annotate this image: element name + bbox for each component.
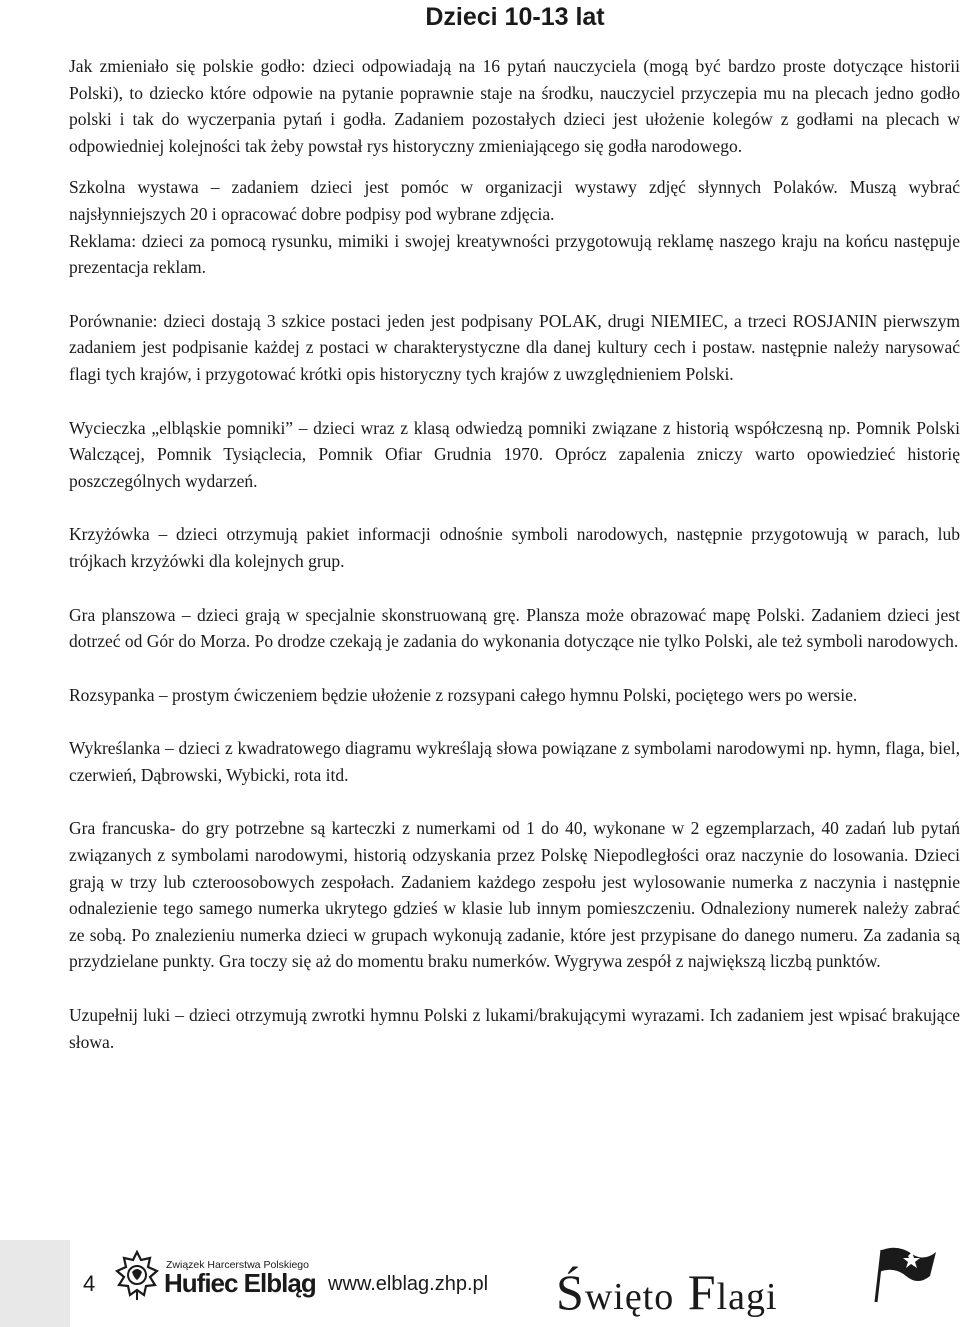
paragraph-rozsypanka: Rozsypanka – prostym ćwiczeniem będzie ułożenie z rozsypani całego hymnu Polski, pociętego wers po wersie. bbox=[69, 684, 858, 705]
paragraph-porownanie: Porównanie: dzieci dostają 3 szkice postaci jeden jest podpisany POLAK, drugi NIEMIEC, a trzeci ROSJANIN pierwszym zadaniem jest podpisanie każdej z postaci w charakterystyczne dla danej kultury cech i postaw. następnie należy narysować flagi tych krajów, i przygotować krótki opis historyczny tych krajów z uwzględnieniem Polski. bbox=[69, 310, 960, 384]
paragraph-reklama: Reklama: dzieci za pomocą rysunku, mimiki i swojej kreatywności przygotowują reklamę naszego kraju na końcu następuje prezentacja reklam. bbox=[69, 230, 960, 278]
paragraph-wystawa: Szkolna wystawa – zadaniem dzieci jest pomóc w organizacji wystawy zdjęć słynnych Polaków. Muszą wybrać najsłynniejszych 20 i opracować dobre podpisy pod wybrane zdjęcia. bbox=[69, 177, 960, 224]
event-title bbox=[556, 1262, 778, 1327]
document-body bbox=[69, 53, 960, 1055]
paragraph-wykreslanka: Wykreślanka – dzieci z kwadratowego diagramu wykreślają słowa powiązane z symbolami narodowymi np. hymn, flaga, biel, czerwień, Dąbrowski, Wybicki, rota itd. bbox=[69, 738, 960, 785]
event-title-rest-1: więto bbox=[584, 1276, 675, 1318]
paragraph-krzyzowka: Krzyżówka – dzieci otrzymują pakiet informacji odnośnie symboli narodowych, następnie przygotowują w parach, lub trójkach krzyżówki dla kolejnych grup. bbox=[69, 524, 960, 571]
paragraph-gra-planszowa: Gra planszowa – dzieci grają w specjalnie skonstruowaną grę. Plansza może obrazować mapę Polski. Zadaniem dzieci jest dotrzeć od Gór do Morza. Po drodze czekają je zadania do wykonania dotyczące nie tylko Polski, ale też symboli narodowych. bbox=[69, 604, 960, 652]
zhp-emblem-icon bbox=[114, 1250, 160, 1302]
unit-name: Hufiec Elbląg bbox=[164, 1268, 316, 1298]
paragraph-godlo: Jak zmieniało się polskie godło: dzieci odpowiadają na 16 pytań nauczyciela (mogą być bardzo proste dotyczące historii Polski), to dziecko które odpowie na pytanie poprawnie staje na środku, nauczyciel przyczepia mu na plecach jedno godło polski i tak do wyczerpania pytań i godła. Zadaniem pozostałych dzieci jest ułożenie kolegów z godłami na plecach w odpowiedniej kolejności tak żeby powstał rys historyczny zmieniającego się godła narodowego. bbox=[69, 56, 960, 156]
page-title: Dzieci 10-13 lat bbox=[425, 3, 605, 31]
event-title-cap-1: Ś bbox=[556, 1264, 585, 1320]
paragraph-gra-francuska: Gra francuska- do gry potrzebne są karteczki z numerkami od 1 do 40, wykonane w 2 egzemplarzach, 40 zadań lub pytań związanych z symbolami narodowymi, historią odzyskania przez Polskę Niepodległości oraz naczynie do losowania. Dzieci grają w trzy lub czteroosobowych zespołach. Zadaniem każdego zespołu jest wylosowanie numerka z naczynia i następnie odnalezienie tego samego numerka ukrytego gdzieś w klasie lub innym pomieszczeniu. Odnaleziony numerek należy zabrać ze sobą. Po znalezieniu numerka dzieci w grupach wykonują zadanie, które jest przypisane do danego numeru. Za zadania są przydzielane punkty. Gra toczy się aż do momentu braku numerków. Wygrywa zespół z największą liczbą punktów. bbox=[69, 818, 960, 972]
paragraph-wycieczka: Wycieczka „elbląskie pomniki” – dzieci wraz z klasą odwiedzą pomniki związane z historią współczesną np. Pomnik Polski Walczącej, Pomnik Tysiąclecia, Pomnik Ofiar Grudnia 1970. Oprócz zapalenia zniczy warto opowiedzieć historię poszczególnych wydarzeń. bbox=[69, 417, 960, 491]
paragraph-uzupelnij-luki: Uzupełnij luki – dzieci otrzymują zwrotki hymnu Polski z lukami/brakującymi wyrazami. Ich zadaniem jest wpisać brakujące słowa. bbox=[69, 1005, 960, 1052]
event-title-cap-2: F bbox=[687, 1264, 717, 1320]
flag-icon bbox=[868, 1246, 938, 1304]
website-link[interactable]: www.elblag.zhp.pl bbox=[328, 1273, 489, 1295]
event-title-rest-2: lagi bbox=[716, 1276, 778, 1318]
footer-corner-block bbox=[0, 1240, 70, 1327]
page-number: 4 bbox=[83, 1271, 96, 1296]
organization-name: Związek Harcerstwa Polskiego bbox=[166, 1259, 309, 1271]
